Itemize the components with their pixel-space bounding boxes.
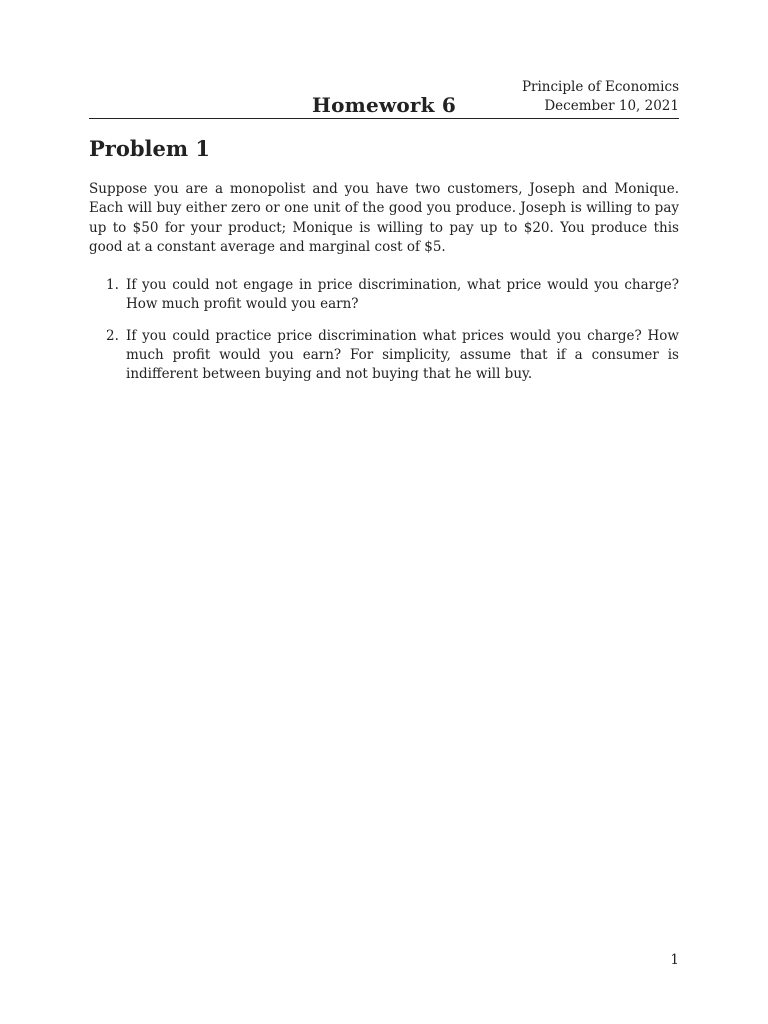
header-date: December 10, 2021 bbox=[544, 98, 679, 114]
question-number: 2. bbox=[106, 327, 119, 344]
problem-intro: Suppose you are a monopolist and you have two customers, Joseph and Monique. Each will buy either zero or one unit of the good you produce. Joseph is willing to pay up to $50 for your product; Monique is willing to pay up to $20. You produce this good at a constant average and marginal cost of $5. bbox=[89, 181, 679, 255]
question-item bbox=[89, 327, 679, 385]
question-list bbox=[89, 276, 679, 396]
problem-title: Problem 1 bbox=[89, 136, 211, 161]
header-meta bbox=[522, 78, 679, 116]
page-number: 1 bbox=[670, 952, 679, 968]
homework-title: Homework 6 bbox=[312, 93, 456, 117]
question-item bbox=[89, 276, 679, 315]
page-header bbox=[89, 78, 679, 119]
question-number: 1. bbox=[106, 277, 119, 293]
question-text: If you could practice price discrimination what prices would you charge? How much profit would you earn? For simplicity, assume that if a consumer is indifferent between buying and not buying that he will buy. bbox=[126, 327, 679, 383]
course-name: Principle of Economics bbox=[521, 79, 679, 95]
question-text: If you could not engage in price discrimination, what price would you charge? How much profit would you earn? bbox=[126, 277, 679, 313]
